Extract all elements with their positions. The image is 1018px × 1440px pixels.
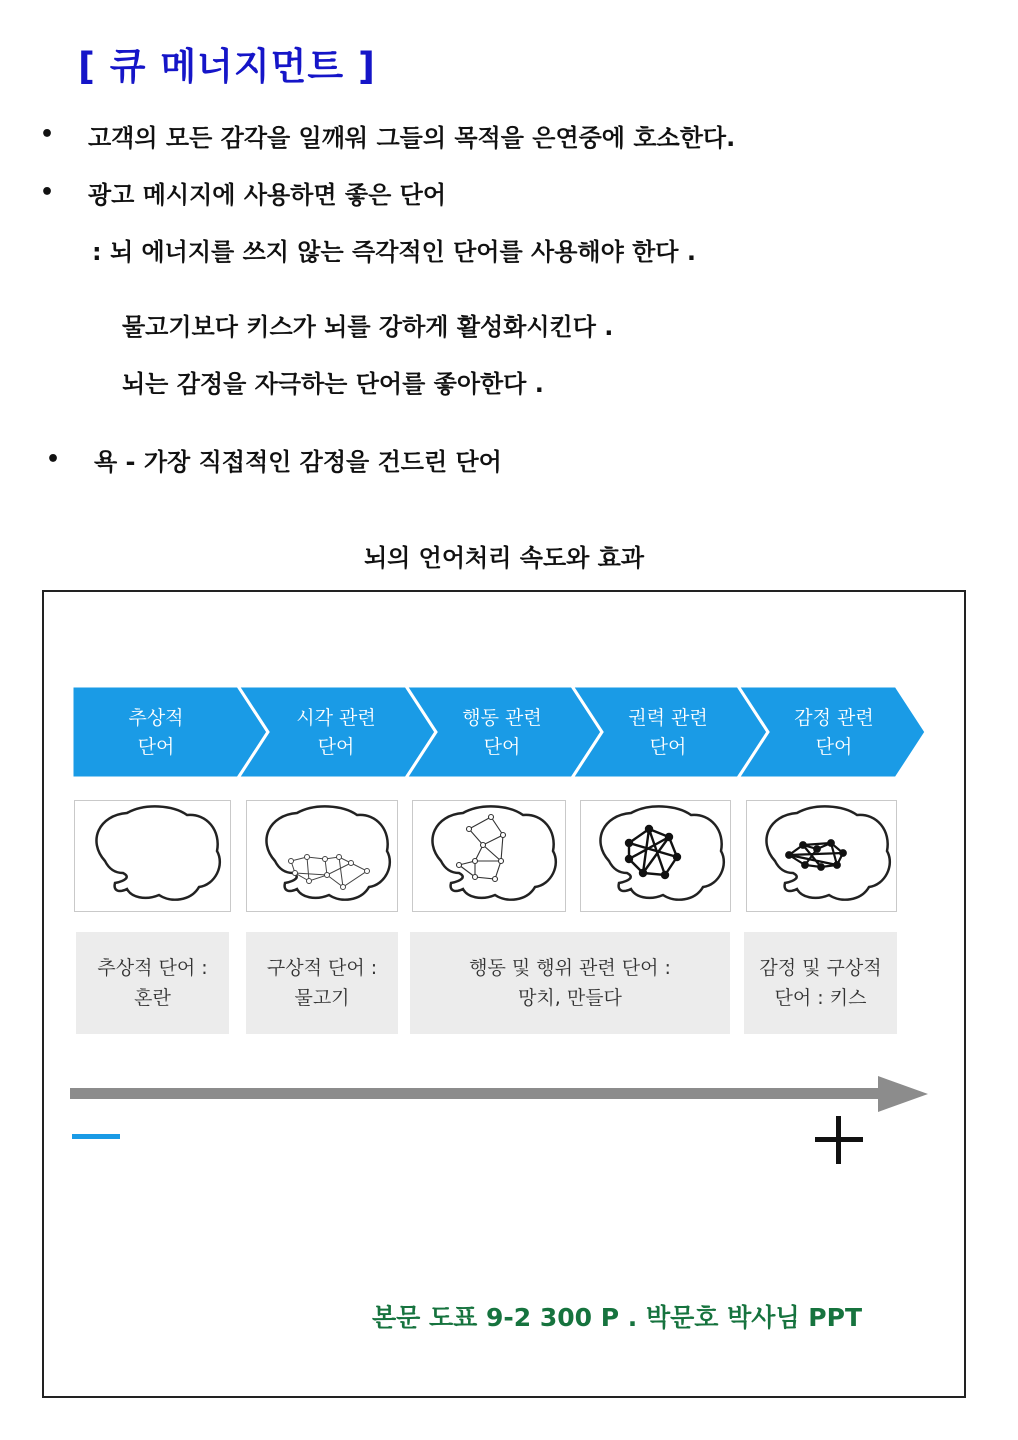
example-box: 구상적 단어 : 물고기	[246, 932, 398, 1034]
chevron-label: 추상적 단어	[128, 707, 184, 758]
example-box: 행동 및 행위 관련 단어 : 망치, 만들다	[410, 932, 730, 1034]
chevron-label: 시각 관련 단어	[296, 707, 376, 758]
brain-network-icon	[747, 801, 895, 910]
brain-panel	[246, 800, 398, 912]
bullet-text-1: 고객의 모든 감각을 일깨워 그들의 목적을 은연중에 호소한다.	[88, 124, 736, 152]
sub-line-1: : 뇌 에너지를 쓰지 않는 즉각적인 단어를 사용해야 한다 .	[92, 238, 696, 266]
brain-panel	[580, 800, 731, 912]
sub-line-2: 물고기보다 키스가 뇌를 강하게 활성화시킨다 .	[122, 313, 614, 341]
figure-caption: 뇌의 언어처리 속도와 효과	[363, 544, 645, 572]
minus-marker	[72, 1134, 120, 1139]
page-title: [ 큐 메너지먼트 ]	[78, 45, 376, 88]
plus-marker	[815, 1116, 863, 1164]
chevron-label: 감정 관련 단어	[794, 707, 874, 758]
brain-network-icon	[247, 801, 396, 910]
brain-panel	[74, 800, 231, 912]
chevron-label: 권력 관련 단어	[628, 707, 708, 758]
bullet-dot: •	[46, 447, 61, 472]
bullet-dot: •	[40, 180, 55, 205]
brain-network-icon	[413, 801, 564, 910]
progress-arrow-icon	[68, 1074, 932, 1114]
brain-icon	[75, 801, 229, 910]
sub-line-3: 뇌는 감정을 자극하는 단어를 좋아한다 .	[122, 370, 544, 398]
bullet-dot: •	[40, 122, 55, 147]
bullet-text-3: 욕 - 가장 직접적인 감정을 건드린 단어	[94, 448, 502, 476]
source-note: 본문 도표 9-2 300 P . 박문호 박사님 PPT	[372, 1303, 862, 1332]
brain-network-icon	[581, 801, 729, 910]
brain-panel	[746, 800, 897, 912]
bullet-text-2: 광고 메시지에 사용하면 좋은 단어	[88, 181, 446, 209]
example-box: 추상적 단어 : 혼란	[76, 932, 229, 1034]
chevron-label: 행동 관련 단어	[462, 707, 542, 758]
example-box: 감정 및 구상적 단어 : 키스	[744, 932, 897, 1034]
brain-panel	[412, 800, 566, 912]
